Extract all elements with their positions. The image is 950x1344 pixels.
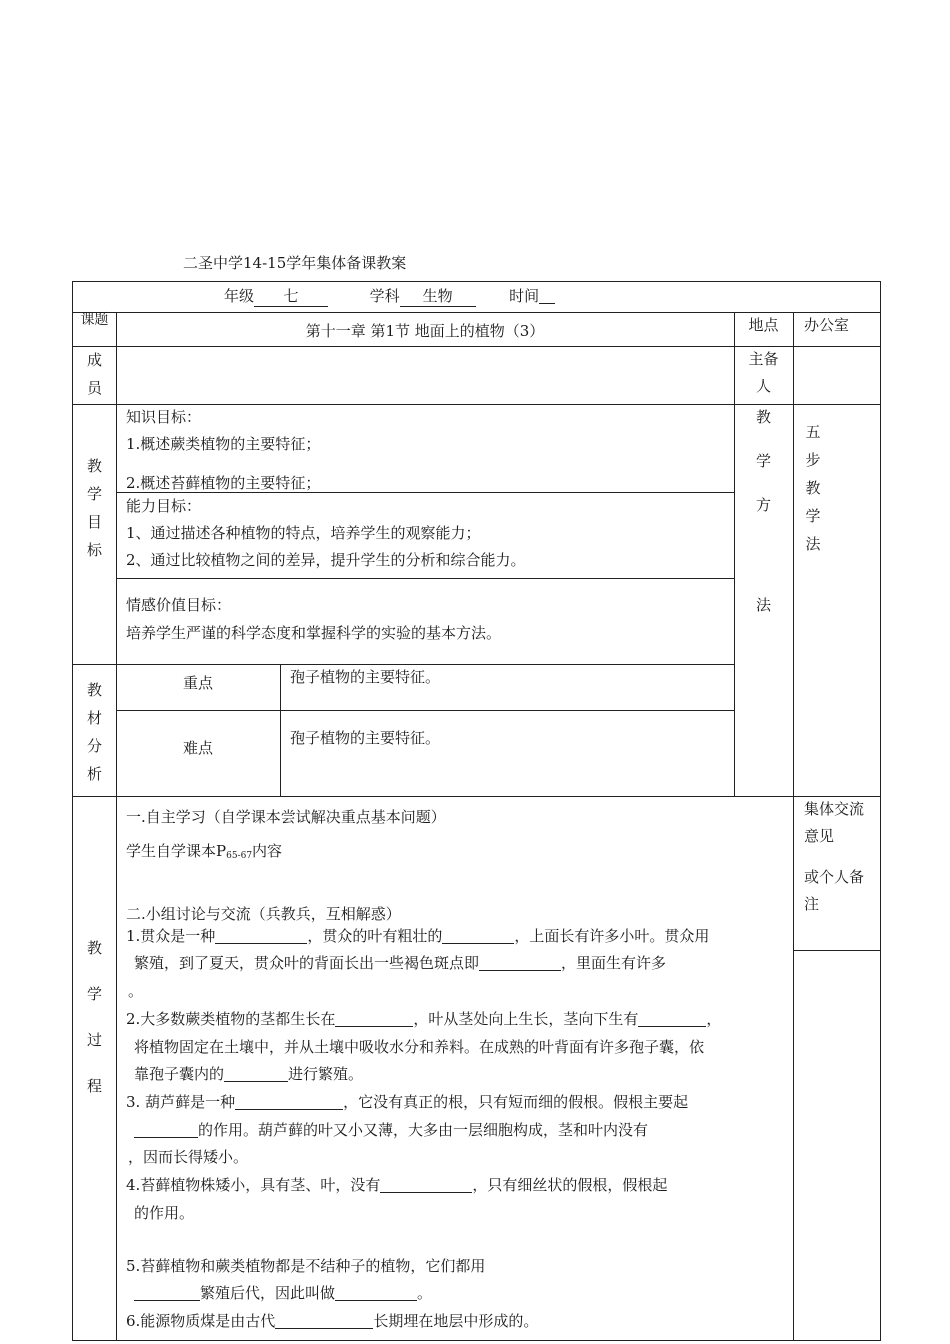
q3-a: 3. 葫芦藓是一种 (126, 1093, 236, 1111)
q6-b: 长期埋在地层中形成的。 (373, 1312, 539, 1330)
topic-label: 课题 (80, 312, 109, 328)
main-preparer-label: 主备人 (748, 350, 779, 395)
method-label-char: 学 (755, 452, 771, 470)
answer-blank (335, 1285, 417, 1301)
method-label-char: 教 (755, 408, 771, 426)
answer-blank (134, 1285, 200, 1301)
q2-f: 进行繁殖。 (288, 1065, 364, 1083)
s1-body-a: 学生自学课本P (126, 842, 227, 860)
answer-blank (442, 928, 514, 944)
q5-c: 。 (417, 1284, 433, 1302)
answer-blank (335, 1011, 413, 1027)
side-note-1: 集体交流意见 (804, 800, 865, 845)
objectives-label: 教学目标 (86, 457, 102, 559)
method-label-char: 法 (755, 596, 771, 614)
question-5-line-2 (134, 1282, 432, 1303)
difficult-point-value: 孢子植物的主要特征。 (290, 729, 441, 747)
question-4-line-1 (126, 1174, 667, 1195)
place-label: 地点 (748, 316, 779, 334)
knowledge-title: 知识目标： (126, 408, 202, 426)
knowledge-item-1: 1.概述蕨类植物的主要特征； (126, 435, 321, 453)
answer-blank (638, 1011, 706, 1027)
answer-blank (275, 1313, 373, 1329)
answer-blank (134, 1122, 198, 1138)
q1-e: ，里面生有许多 (561, 954, 667, 972)
question-1-line-1 (126, 925, 709, 946)
question-5-line-1: 5.苔藓植物和蕨类植物都是不结种子的植物，它们都用 (126, 1257, 486, 1275)
question-2-line-3 (134, 1063, 363, 1084)
question-1-line-3: 。 (128, 982, 144, 1000)
subject-value-text: 生物 (422, 287, 453, 305)
question-4-line-2: 的作用。 (134, 1204, 195, 1222)
q1-c: ，上面长有许多小叶。贯众用 (514, 927, 710, 945)
q1-b: ，贯众的叶有粗壮的 (307, 927, 443, 945)
ability-item-1: 1、通过描述各种植物的特点，培养学生的观察能力； (126, 524, 481, 542)
emotion-title: 情感价值目标： (126, 596, 232, 614)
time-label: 时间 (509, 287, 540, 305)
members-label: 成员 (86, 351, 102, 397)
q2-b: ，叶从茎处向上生长，茎向下生有 (413, 1010, 639, 1028)
header-row (224, 285, 555, 307)
answer-blank (479, 955, 561, 971)
grade-value-text: 七 (283, 287, 299, 305)
q2-c: ， (706, 1010, 722, 1028)
question-3-line-3: ，因而长得矮小。 (128, 1148, 249, 1166)
knowledge-item-2: 2.概述苔藓植物的主要特征； (126, 474, 321, 492)
q3-b: ，它没有真正的根，只有短而细的假根。假根主要起 (343, 1093, 689, 1111)
q5-b: 繁殖后代，因此叫做 (200, 1284, 336, 1302)
question-2-line-2: 将植物固定在土壤中，并从土壤中吸收水分和养料。在成熟的叶背面有许多孢子囊，依 (134, 1038, 705, 1056)
question-6-line-1 (126, 1310, 538, 1331)
ability-title: 能力目标： (126, 497, 202, 515)
topic-value: 第十一章 第1节 地面上的植物（3） (305, 322, 545, 340)
emotion-item-1: 培养学生严谨的科学态度和掌握科学的实验的基本方法。 (126, 624, 502, 642)
side-note-2: 或个人备注 (804, 868, 865, 913)
answer-blank (235, 1094, 343, 1110)
key-point-label: 重点 (182, 674, 213, 692)
question-2-line-1 (126, 1008, 721, 1029)
answer-blank (224, 1066, 288, 1082)
page-title: 二圣中学14-15学年集体备课教案 (183, 254, 407, 272)
place-value: 办公室 (804, 316, 850, 334)
q4-b: ，只有细丝状的假根，假根起 (472, 1176, 668, 1194)
section-1-title: 一.自主学习（自学课本尝试解决重点基本问题） (126, 808, 446, 826)
q2-e: 靠孢子囊内的 (134, 1065, 225, 1083)
method-label-char: 方 (755, 496, 771, 514)
method-value: 五步教学法 (805, 423, 821, 553)
question-3-line-1 (126, 1091, 688, 1112)
grade-label: 年级 (224, 287, 255, 305)
q6-a: 6.能源物质煤是由古代 (126, 1312, 276, 1330)
q1-a: 1.贯众是一种 (126, 927, 216, 945)
process-label: 教学过程 (86, 939, 102, 1095)
page-range-subscript: 65-67 (226, 851, 253, 861)
answer-blank (215, 928, 307, 944)
grade-value (254, 285, 328, 307)
time-value (539, 288, 555, 304)
question-1-line-2 (134, 952, 666, 973)
subject-label: 学科 (369, 287, 400, 305)
question-3-line-2 (134, 1119, 648, 1140)
subject-value (400, 285, 476, 307)
q4-a: 4.苔藓植物株矮小，具有茎、叶，没有 (126, 1176, 381, 1194)
q2-a: 2.大多数蕨类植物的茎都生长在 (126, 1010, 336, 1028)
q1-d: 繁殖，到了夏天，贯众叶的背面长出一些褐色斑点即 (134, 954, 480, 972)
ability-item-2: 2、通过比较植物之间的差异，提升学生的分析和综合能力。 (126, 551, 526, 569)
section-2-title: 二.小组讨论与交流（兵教兵，互相解惑） (126, 905, 401, 923)
difficult-point-label: 难点 (182, 739, 213, 757)
q3-c: 的作用。葫芦藓的叶又小又薄，大多由一层细胞构成，茎和叶内没有 (198, 1121, 649, 1139)
section-1-body (126, 840, 282, 861)
key-point-value: 孢子植物的主要特征。 (290, 668, 441, 686)
s1-body-b: 内容 (252, 842, 283, 860)
analysis-label: 教材分析 (86, 681, 102, 783)
answer-blank (380, 1177, 472, 1193)
